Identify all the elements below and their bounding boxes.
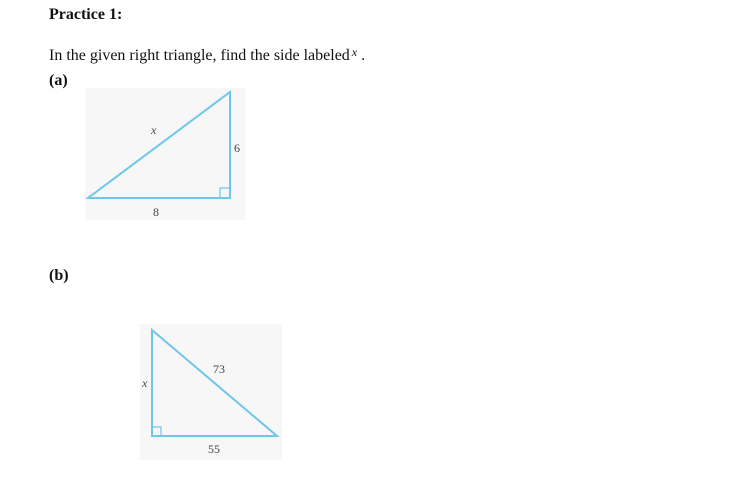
prompt-text: In the given right triangle, find the side labeled bbox=[49, 47, 350, 64]
triangle-b-horizontal-leg-label: 55 bbox=[208, 442, 220, 456]
problem-prompt bbox=[49, 47, 365, 65]
triangle-a-hypotenuse-label: x bbox=[151, 123, 157, 137]
part-a-label: (a) bbox=[49, 72, 68, 89]
triangle-a-horizontal-leg-label: 8 bbox=[153, 205, 159, 219]
figure-b-background bbox=[140, 324, 282, 460]
triangle-b-vertical-leg-label: x bbox=[142, 376, 148, 390]
triangle-b-hypotenuse-label: 73 bbox=[213, 362, 225, 376]
triangle-a-diagram bbox=[85, 88, 245, 220]
part-b-label: (b) bbox=[49, 267, 69, 284]
figure-a-background bbox=[85, 88, 245, 220]
triangle-b-diagram bbox=[140, 324, 282, 460]
triangle-a-vertical-leg-label: 6 bbox=[234, 141, 240, 155]
prompt-period: . bbox=[357, 47, 366, 64]
prompt-variable: x bbox=[351, 45, 358, 59]
triangle-figure-b bbox=[140, 324, 282, 460]
triangle-figure-a bbox=[85, 88, 245, 220]
page-title: Practice 1: bbox=[49, 6, 123, 23]
